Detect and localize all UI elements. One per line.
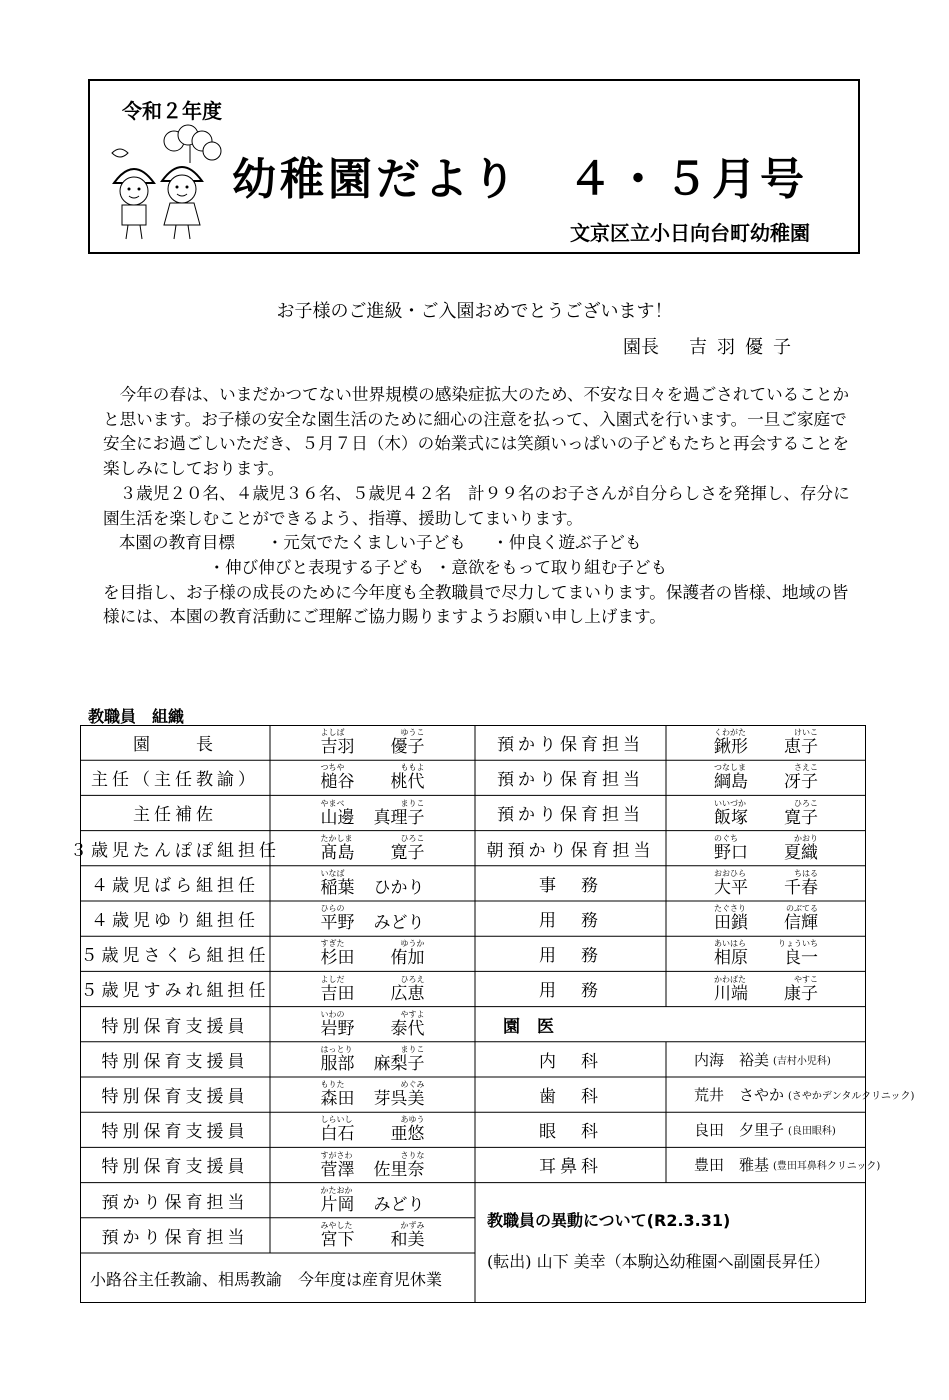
given-name: 芽呉美 [373,1089,425,1110]
staff-name-cell [270,936,475,971]
family-name: 大平 [714,877,748,898]
name-main [714,878,818,898]
ruby-family: かわばた [714,974,746,984]
goal-3: ・伸び伸びと表現する子ども [208,557,425,577]
staff-role-cell [475,795,666,830]
given-name: 真理子 [373,807,425,828]
ruby-given: ちはる [794,868,818,878]
transfer-heading: 教職員の異動について(R2.3.31) [487,1211,731,1231]
staff-name-cell [666,725,866,760]
family-name: 菅澤 [320,1159,355,1180]
staff-role-cell [80,795,270,830]
family-name: 吉田 [320,983,355,1004]
ruby-given: ももよ [400,763,425,773]
staff-name-cell [270,1147,475,1182]
staff-name-cell [270,1007,475,1042]
staff-name-cell [270,971,475,1006]
family-name: 槌谷 [320,772,355,793]
ruby-given: まりこ [400,798,425,808]
name-main [321,1160,425,1180]
name-ruby [321,728,425,737]
ruby-given: のぶてる [786,904,818,914]
name-ruby [714,834,818,843]
family-name: 飯塚 [714,807,748,828]
family-name: 杉田 [320,948,355,969]
name-ruby [321,834,425,843]
body-text [103,383,863,630]
staff-role-cell [475,760,666,795]
given-name: 冴子 [784,772,818,793]
name-main [714,984,818,1004]
staff-name-cell [270,1218,475,1253]
staff-name-cell [666,831,866,866]
staff-role: 特別保育支援員 [101,1122,249,1143]
staff-role-cell [80,1042,270,1077]
staff-role-cell [80,725,270,760]
name-main [714,737,818,757]
name-main [321,1019,425,1039]
name-ruby [321,1115,425,1124]
doctor-clinic: (豊田耳鼻科クリニック) [773,1161,881,1173]
name-ruby [714,728,818,737]
ruby-given: ひろこ [400,833,425,843]
staff-role: 預かり保育担当 [101,1227,249,1248]
staff-role: 特別保育支援員 [101,1087,249,1108]
name-main [321,948,425,968]
staff-role-cell [80,1077,270,1112]
staff-role-cell [80,971,270,1006]
goal-1: ・元気でたくましい子ども [266,533,466,553]
staff-name-cell [666,795,866,830]
staff-role: 事 務 [539,875,602,896]
staff-heading: 教職員 組織 [88,707,185,726]
ruby-given: やすよ [400,1009,425,1019]
name-main [321,1054,425,1074]
doctor-name-cell [666,1112,866,1147]
ruby-family: かたおか [320,1185,353,1195]
given-name: 亜悠 [390,1124,425,1145]
given-name: 麻梨子 [373,1053,425,1074]
doctor-dept-cell [475,1077,666,1112]
ruby-family: しらいし [320,1115,353,1125]
staff-table [70,725,915,1303]
given-name: 桃代 [390,772,425,793]
transfer-text-cell [475,1241,866,1281]
family-name: 平野 [320,913,355,934]
leave-note: 小路谷主任教諭、相馬教諭 今年度は産育児休業 [90,1269,443,1289]
staff-role: 用 務 [539,981,602,1002]
staff-name-cell [270,725,475,760]
staff-role: 特別保育支援員 [101,1051,249,1072]
staff-name-cell [270,901,475,936]
given-name: 寛子 [784,807,818,828]
name-ruby [714,939,818,948]
family-name: 髙島 [320,842,355,863]
doctor-dept: 内 科 [539,1051,602,1072]
doctor-name: 豊田 雅基 [694,1156,770,1175]
name-main [321,737,425,757]
name-ruby [321,1151,425,1160]
ruby-family: おおひら [714,868,746,878]
staff-name-cell [270,1077,475,1112]
paragraph-3: を目指し、お子様の成長のために今年度も全教職員で尽力してまいります。保護者の皆様、地域の皆様には、本園の教育活動にご理解ご協力賜りますようお願い申し上げます。 [103,582,849,627]
family-name: 相原 [714,948,748,969]
ruby-given: かずみ [400,1220,425,1230]
name-ruby [714,763,818,772]
name-ruby [321,799,425,808]
ruby-family: みやした [320,1220,353,1230]
staff-role: 特別保育支援員 [101,1016,249,1037]
name-main [714,808,818,828]
doctor-dept: 耳鼻科 [539,1157,602,1178]
family-name: 片岡 [320,1194,355,1215]
staff-role-cell [80,901,270,936]
paragraph-1: 今年の春は、いまだかつてない世界規模の感染症拡大のため、不安な日々を過ごされていることかと思います。お子様の安全な園生活のために細心の注意を払って、入園式を行います。一旦ご家庭で安全にお過ごしいただき、５月７日（木）の始業式には笑顔いっぱいの子どもたちと再会することを楽しみにしております。 [103,385,850,479]
doctor-dept-cell [475,1112,666,1147]
staff-name-cell [270,831,475,866]
doctor-dept: 歯 科 [539,1087,602,1108]
family-name: 田鎖 [714,913,748,934]
name-ruby [321,1221,425,1230]
name-ruby [321,763,425,772]
family-name: 綱島 [714,772,748,793]
given-name: 侑加 [390,948,425,969]
name-main [321,913,425,933]
ruby-family: やまべ [320,798,345,808]
staff-role-cell [475,901,666,936]
family-name: 岩野 [320,1018,355,1039]
staff-role: 預かり保育担当 [497,735,644,756]
given-name: 良一 [784,948,818,969]
doctor-name: 荒井 さやか [694,1086,785,1105]
staff-role: 主任補佐 [133,805,217,826]
ruby-family: ひらの [320,904,345,914]
principal-role: 園長 [623,337,659,358]
doctor-name: 良田 夕里子 [694,1121,785,1140]
staff-role: 園 長 [133,735,217,756]
name-ruby [714,799,818,808]
ruby-family: たかしま [320,833,353,843]
ruby-given: まりこ [400,1044,425,1054]
doctor-dept: 眼 科 [539,1122,602,1143]
name-ruby [714,869,818,878]
ruby-given: ひろえ [400,974,425,984]
transfer-text: (転出) 山下 美幸（本駒込幼稚園へ副園長昇任） [487,1252,830,1272]
ruby-given: さえこ [794,763,818,773]
education-goals-line-2 [103,556,863,581]
name-ruby [714,904,818,913]
staff-role-cell [475,936,666,971]
staff-name-cell [270,760,475,795]
ruby-given: さりな [400,1150,425,1160]
family-name: 白石 [320,1124,355,1145]
name-ruby [321,1080,425,1089]
ruby-family: いわの [320,1009,345,1019]
doctor-name-cell [666,1147,881,1182]
goal-4: ・意欲をもって取り組む子ども [434,557,668,577]
doctor-heading-cell [475,1007,866,1042]
name-main [714,948,818,968]
name-ruby [321,975,425,984]
ruby-given: ひろこ [794,798,818,808]
name-main [321,843,425,863]
ruby-given: あゆう [400,1115,425,1125]
staff-role: 用 務 [539,946,602,967]
ruby-family: のぐち [714,833,738,843]
ruby-family: すがさわ [320,1150,353,1160]
name-ruby [321,1186,425,1195]
staff-role-cell [475,831,666,866]
staff-role-cell [80,1007,270,1042]
goal-label: 本園の教育目標 [118,533,235,553]
name-main [321,1089,425,1109]
given-name: 和美 [390,1229,425,1250]
staff-role: 主任（主任教諭） [91,770,259,791]
staff-role-cell [80,1218,270,1253]
staff-role-cell [475,725,666,760]
name-main [321,808,425,828]
name-main [321,1124,425,1144]
staff-name-cell [270,1183,475,1218]
header-box [88,79,860,254]
fiscal-year: 令和２年度 [122,99,222,123]
given-name: 千春 [784,877,818,898]
staff-name-cell [270,795,475,830]
staff-role-cell [475,971,666,1006]
staff-role: 預かり保育担当 [497,770,644,791]
name-ruby [321,939,425,948]
greeting-title: お子様のご進級・ご入園おめでとうございます！ [276,301,673,322]
given-name: みどり [373,1194,425,1215]
staff-role: ３歳児たんぽぽ組担任 [70,840,280,861]
staff-name-cell [666,971,866,1006]
given-name: 広恵 [390,983,425,1004]
ruby-family: もりた [320,1080,345,1090]
family-name: 鍬形 [714,737,748,758]
paragraph-2: ３歳児２０名、４歳児３６名、５歳児４２名 計９９名のお子さんが自分らしさを発揮し、存分に園生活を楽しむことができるよう、指導、援助してまいります。 [103,483,850,528]
ruby-given: ゆうか [400,939,425,949]
family-name: 稲葉 [320,877,355,898]
staff-role: ５歳児すみれ組担任 [80,981,270,1002]
ruby-family: いいづか [714,798,746,808]
staff-role: ４歳児ゆり組担任 [91,911,259,932]
given-name: 優子 [390,737,425,758]
ruby-family: よしだ [320,974,345,984]
doctor-name-cell [666,1077,915,1112]
staff-role-cell [80,936,270,971]
staff-role-cell [80,866,270,901]
family-name: 森田 [320,1089,355,1110]
ruby-family: いなば [320,868,345,878]
staff-role-cell [70,831,280,866]
staff-role-cell [80,760,270,795]
principal-name: 吉羽優子 [689,337,801,358]
ruby-family: よしば [320,728,345,738]
family-name: 山邊 [320,807,355,828]
ruby-given: かおり [794,833,818,843]
ruby-family: たぐさり [714,904,746,914]
staff-name-cell [666,760,866,795]
staff-role: 預かり保育担当 [497,805,644,826]
given-name: 康子 [784,983,818,1004]
name-ruby [321,869,425,878]
name-main [321,984,425,1004]
doctor-dept-cell [475,1042,666,1077]
staff-role-cell [80,1183,270,1218]
family-name: 野口 [714,842,748,863]
principal-line [623,333,801,359]
given-name: 寛子 [390,842,425,863]
ruby-given: ゆうこ [400,728,425,738]
ruby-family: くわがた [714,728,746,738]
staff-name-cell [666,901,866,936]
given-name: 信輝 [784,913,818,934]
family-name: 川端 [714,983,748,1004]
doctor-clinic: (吉村小児科) [773,1055,831,1067]
kids-illustration-icon [104,123,232,243]
name-main [321,878,425,898]
ruby-family: つなしま [714,763,746,773]
transfer-heading-cell [475,1195,866,1245]
given-name: 夏織 [784,842,818,863]
doctor-clinic: (さやかデンタルクリニック) [788,1091,915,1103]
staff-role-cell [80,1147,270,1182]
staff-role-cell [475,866,666,901]
doctor-name: 内海 裕美 [694,1050,770,1069]
name-ruby [714,975,818,984]
ruby-family: つちや [320,763,345,773]
staff-name-cell [270,1042,475,1077]
staff-role: 預かり保育担当 [101,1192,249,1213]
name-ruby [321,1010,425,1019]
ruby-given: けいこ [794,728,818,738]
staff-role: 特別保育支援員 [101,1157,249,1178]
name-main [714,913,818,933]
goal-2: ・仲良く遊ぶ子ども [492,533,642,553]
name-ruby [321,904,425,913]
doctor-dept-cell [475,1147,666,1182]
doctor-clinic: (良田眼科) [788,1126,836,1138]
name-main [321,1230,425,1250]
name-main [321,772,425,792]
staff-role: 用 務 [539,911,602,932]
given-name: ひかり [373,877,425,898]
staff-name-cell [666,936,866,971]
staff-role: 朝預かり保育担当 [486,840,655,861]
staff-role: ４歳児ばら組担任 [91,875,259,896]
given-name: 泰代 [390,1018,425,1039]
staff-name-cell [666,866,866,901]
staff-role: ５歳児さくら組担任 [80,946,270,967]
family-name: 吉羽 [320,737,355,758]
ruby-family: すぎた [320,939,345,949]
newsletter-title: 幼稚園だより ４・５月号 [232,154,808,205]
staff-name-cell [270,1112,475,1147]
family-name: 宮下 [320,1229,355,1250]
given-name: 佐里奈 [373,1159,425,1180]
staff-name-cell [270,866,475,901]
ruby-given: やすこ [794,974,818,984]
name-ruby [321,1045,425,1054]
staff-role-cell [80,1112,270,1147]
doctor-heading: 園 医 [503,1016,554,1037]
name-main [714,843,818,863]
name-main [714,772,818,792]
ruby-given: めぐみ [400,1080,425,1090]
leave-note-cell [80,1253,475,1303]
school-name: 文京区立小日向台町幼稚園 [570,221,810,245]
ruby-family: はっとり [320,1044,353,1054]
ruby-family: あいはら [714,939,746,949]
name-main [321,1195,425,1215]
given-name: みどり [373,913,425,934]
family-name: 服部 [320,1053,355,1074]
doctor-name-cell [666,1042,866,1077]
ruby-given: りょういち [778,939,818,949]
given-name: 恵子 [784,737,818,758]
education-goals-line-1 [103,531,863,556]
